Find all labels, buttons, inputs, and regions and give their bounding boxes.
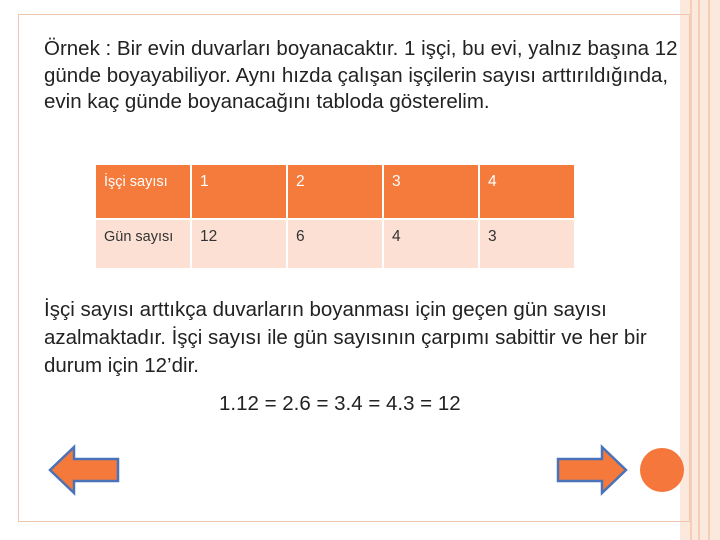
table-cell: 3: [383, 164, 479, 219]
circle-button-icon[interactable]: [640, 448, 684, 492]
table-cell: 6: [287, 219, 383, 269]
arrow-right-icon: [556, 444, 628, 496]
row-label-cell: [95, 164, 191, 219]
previous-slide-button[interactable]: [48, 444, 120, 496]
data-table: [94, 163, 576, 270]
row-label-workers: İşçi sayısı: [104, 174, 168, 190]
decorative-line: [708, 0, 710, 540]
table-cell: 3: [479, 219, 575, 269]
equation-line: 1.12 = 2.6 = 3.4 = 4.3 = 12: [219, 392, 461, 415]
decorative-line: [698, 0, 700, 540]
row-label-days: Gün sayısı: [104, 229, 174, 245]
decorative-line: [690, 0, 692, 540]
table-cell: 4: [479, 164, 575, 219]
next-slide-button[interactable]: [556, 444, 628, 496]
table-cell: 2: [287, 164, 383, 219]
intro-paragraph: Örnek : Bir evin duvarları boyanacaktır. 1 işçi, bu evi, yalnız başına 12 günde boyayabiliyor. Aynı hızda çalışan işçilerin sayısı arttırıldığında, evin kaç günde boyanacağını tabloda gösterelim.: [44, 37, 678, 113]
table-cell: 4: [383, 219, 479, 269]
row-label-cell: [95, 219, 191, 269]
table-row-days: [95, 219, 575, 269]
table-row-workers: [95, 164, 575, 219]
arrow-left-icon: [48, 444, 120, 496]
conclusion-paragraph: İşçi sayısı arttıkça duvarların boyanması için geçen gün sayısı azalmaktadır. İşçi sayısı ile gün sayısının çarpımı sabittir ve her bir durum için 12’dir.: [44, 298, 647, 377]
table-cell: 1: [191, 164, 287, 219]
table-cell: 12: [191, 219, 287, 269]
